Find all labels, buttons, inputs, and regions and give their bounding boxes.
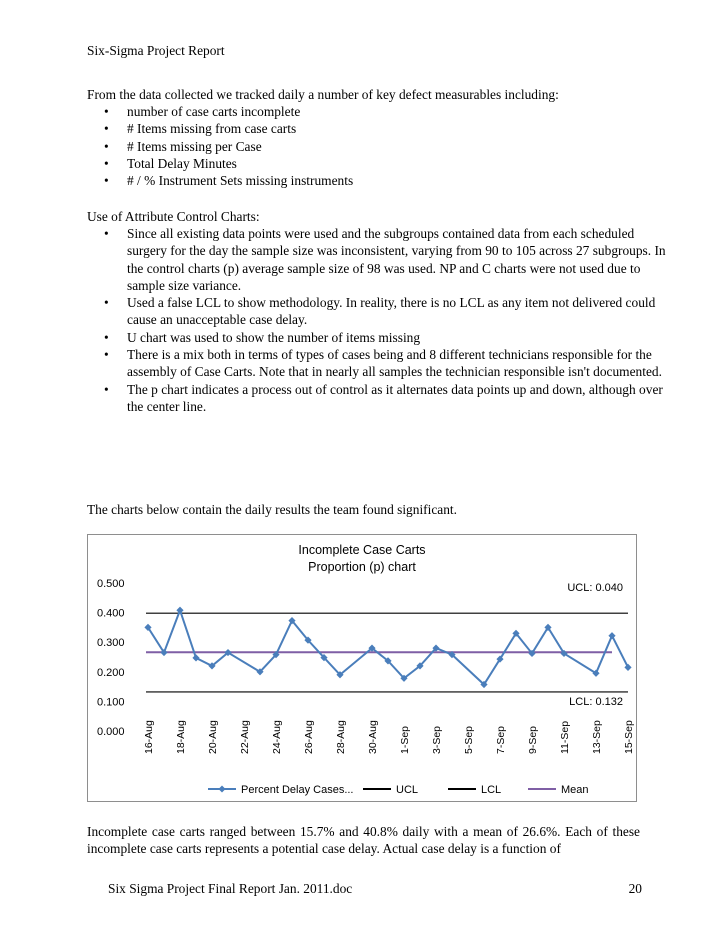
legend-marker [219, 786, 226, 793]
bullet-icon: • [104, 347, 109, 363]
chart-subtitle: Proportion (p) chart [308, 560, 416, 574]
list-item-text: U chart was used to show the number of items missing [127, 329, 421, 345]
x-tick-label: 20-Aug [207, 720, 219, 754]
x-tick-label: 3-Sep [431, 725, 443, 754]
bullet-icon: • [104, 138, 109, 154]
measurables-list [87, 103, 673, 189]
y-tick-label: 0.400 [97, 607, 125, 620]
list-item [87, 294, 673, 329]
charts-intro: The charts below contain the daily results the team found significant. [87, 502, 457, 517]
list-item-text: # Items missing from case carts [127, 121, 297, 137]
page-header: Six-Sigma Project Report [87, 43, 225, 58]
data-series [144, 607, 631, 688]
data-point [608, 632, 615, 639]
x-tick-label: 30-Aug [367, 720, 379, 754]
lcl-label: LCL: 0.132 [569, 696, 623, 708]
x-tick-label: 1-Sep [399, 725, 411, 754]
chart-container [87, 534, 637, 802]
x-tick-label: 5-Sep [463, 725, 475, 754]
y-tick-label: 0.200 [97, 666, 125, 679]
closing-paragraph: Incomplete case carts ranged between 15.7% and 40.8% daily with a mean of 26.6%. Each of these incomplete case carts represents a potential case delay. Actual case delay is a function of [87, 824, 640, 857]
data-point [192, 654, 199, 661]
list-item [87, 103, 673, 120]
bullet-icon: • [104, 104, 109, 119]
legend-label: UCL [396, 784, 419, 796]
data-point [624, 664, 631, 671]
list-item-text: Since all existing data points were used and the subgroups contained data from each scheduled surgery for the day the sample size was inconsistent, varying from 90 to 105 across 27 subgroups. In the control charts (p) average sample size of 98 was used. NP and C charts were not used due to sample size variance. [127, 226, 666, 293]
list-item [87, 225, 673, 294]
list-item-text: # Items missing per Case [127, 138, 262, 154]
y-tick-label: 0.000 [97, 726, 125, 738]
list-item-text: The p chart indicates a process out of control as it alternates data points up and down, although over the center line. [127, 381, 663, 414]
bullet-icon: • [104, 295, 109, 311]
legend-label: LCL [481, 784, 502, 796]
x-tick-label: 22-Aug [239, 720, 251, 754]
x-tick-label: 7-Sep [495, 725, 507, 754]
list-item [87, 155, 673, 172]
attribute-list [87, 225, 673, 415]
list-item-text: # / % Instrument Sets missing instruments [127, 173, 354, 189]
legend-label: Mean [561, 784, 589, 796]
bullet-icon: • [104, 329, 109, 345]
bullet-icon: • [104, 381, 109, 397]
reference-lines [146, 613, 628, 692]
x-tick-label: 18-Aug [175, 720, 187, 754]
list-item [87, 329, 673, 346]
bullet-icon: • [104, 226, 109, 241]
p-chart [88, 535, 636, 801]
x-tick-label: 11-Sep [559, 720, 571, 754]
list-item [87, 172, 673, 189]
list-item-text: Total Delay Minutes [127, 155, 237, 171]
y-tick-label: 0.500 [97, 578, 125, 590]
footer-filename: Six Sigma Project Final Report Jan. 2011.doc [108, 881, 353, 896]
list-item [87, 120, 673, 137]
chart-legend [208, 784, 589, 796]
x-axis [143, 720, 635, 754]
chart-title: Incomplete Case Carts [298, 543, 426, 557]
list-item [87, 138, 673, 155]
attribute-heading: Use of Attribute Control Charts: [87, 209, 260, 224]
series-line [148, 610, 628, 684]
x-tick-label: 9-Sep [527, 725, 539, 754]
bullet-icon: • [104, 173, 109, 189]
list-item [87, 381, 673, 416]
x-tick-label: 26-Aug [303, 720, 315, 754]
list-item-text: Used a false LCL to show methodology. In reality, there is no LCL as any item not delivered could cause an unacceptable case delay. [127, 295, 656, 328]
bullet-icon: • [104, 155, 109, 171]
intro-paragraph: From the data collected we tracked daily a number of key defect measurables including: [87, 87, 559, 102]
list-item-text: There is a mix both in terms of types of cases being and 8 different technicians responsible for the assembly of Case Carts. Note that in nearly all samples the technician responsible isn't documented. [127, 347, 662, 380]
ucl-label: UCL: 0.040 [567, 582, 623, 594]
legend-label: Percent Delay Cases... [241, 784, 354, 796]
x-tick-label: 24-Aug [271, 720, 283, 754]
x-tick-label: 13-Sep [591, 720, 603, 754]
y-tick-label: 0.100 [97, 696, 125, 709]
x-tick-label: 16-Aug [143, 720, 155, 754]
list-item-text: number of case carts incomplete [127, 104, 301, 119]
page-number: 20 [628, 881, 642, 896]
x-tick-label: 28-Aug [335, 720, 347, 754]
list-item [87, 346, 673, 381]
y-tick-label: 0.300 [97, 637, 125, 650]
bullet-icon: • [104, 121, 109, 137]
x-tick-label: 15-Sep [623, 720, 635, 754]
y-axis [97, 578, 125, 738]
